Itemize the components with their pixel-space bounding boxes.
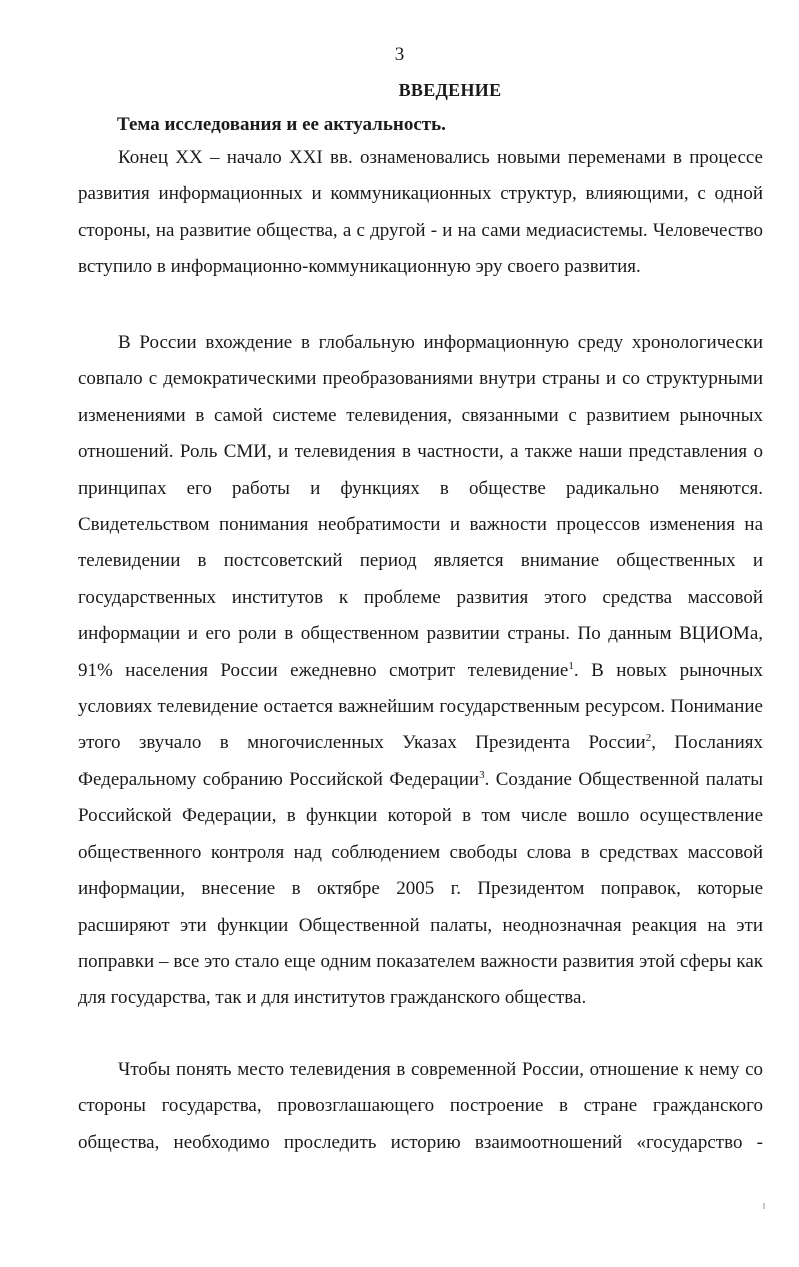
- paragraph-2-text-4: . Создание Общественной палаты Российской Федерации, в функции которой в том числе вошло осуществление общественного контроля над соблюдением свободы слова в средствах массовой информации, внесение в октябре 2005 г. Президентом поправок, которые расширяют эти функции Общественной палаты, неоднозначная реакция на эти поправки – все это стало еще одним показателем важности развития этой сферы как для государства, так и для институтов гражданского общества.: [78, 768, 763, 1009]
- footnote-ref-3: 3: [479, 768, 485, 781]
- paragraph-1: Конец XX – начало XXI вв. ознаменовались новыми переменами в процессе развития информационных и коммуникационных структур, влияющими, с одной стороны, на развитие общества, а с другой - и на сами медиасистемы. Человечество вступило в информационно-коммуникационную эру своего развития.: [78, 147, 763, 278]
- paragraph-2-text-3: , Посланиях Федеральному собранию Российской Федерации: [78, 732, 763, 790]
- subsection-heading: Тема исследования и ее актуальность.: [117, 114, 446, 135]
- paragraph-2-text-2: . В новых рыночных условиях телевидение остается важнейшим государственным ресурсом. Понимание этого звучало в многочисленных Указах Президента России: [78, 659, 763, 754]
- scan-mark: [763, 1203, 765, 1209]
- paragraph-2-text-1: В России вхождение в глобальную информационную среду хронологически совпало с демократическими преобразованиями внутри страны и со структурными изменениями в самой системе телевидения, связанными с развитием рыночных отношений. Роль СМИ, и телевидения в частности, а также наши представления о принципах его работы и функциях в обществе радикально меняются. Свидетельством понимания необратимости и важности процессов изменения на телевидении в постсоветский период является внимание общественных и государственных институтов к проблеме развития этого средства массовой информации и его роли в общественном развитии страны. По данным ВЦИОМа, 91% населения России ежедневно смотрит телевидение: [78, 332, 763, 681]
- footnote-ref-2: 2: [645, 732, 652, 745]
- page-number: 3: [394, 44, 405, 65]
- paragraph-2: [78, 325, 763, 1017]
- footnote-ref-1: 1: [568, 659, 574, 672]
- section-heading: ВВЕДЕНИЕ: [398, 80, 502, 100]
- paragraph-3: Чтобы понять место телевидения в современной России, отношение к нему со стороны государства, провозглашающего построение в стране гражданского общества, необходимо проследить историю взаимоотношений «государство -: [78, 1059, 763, 1153]
